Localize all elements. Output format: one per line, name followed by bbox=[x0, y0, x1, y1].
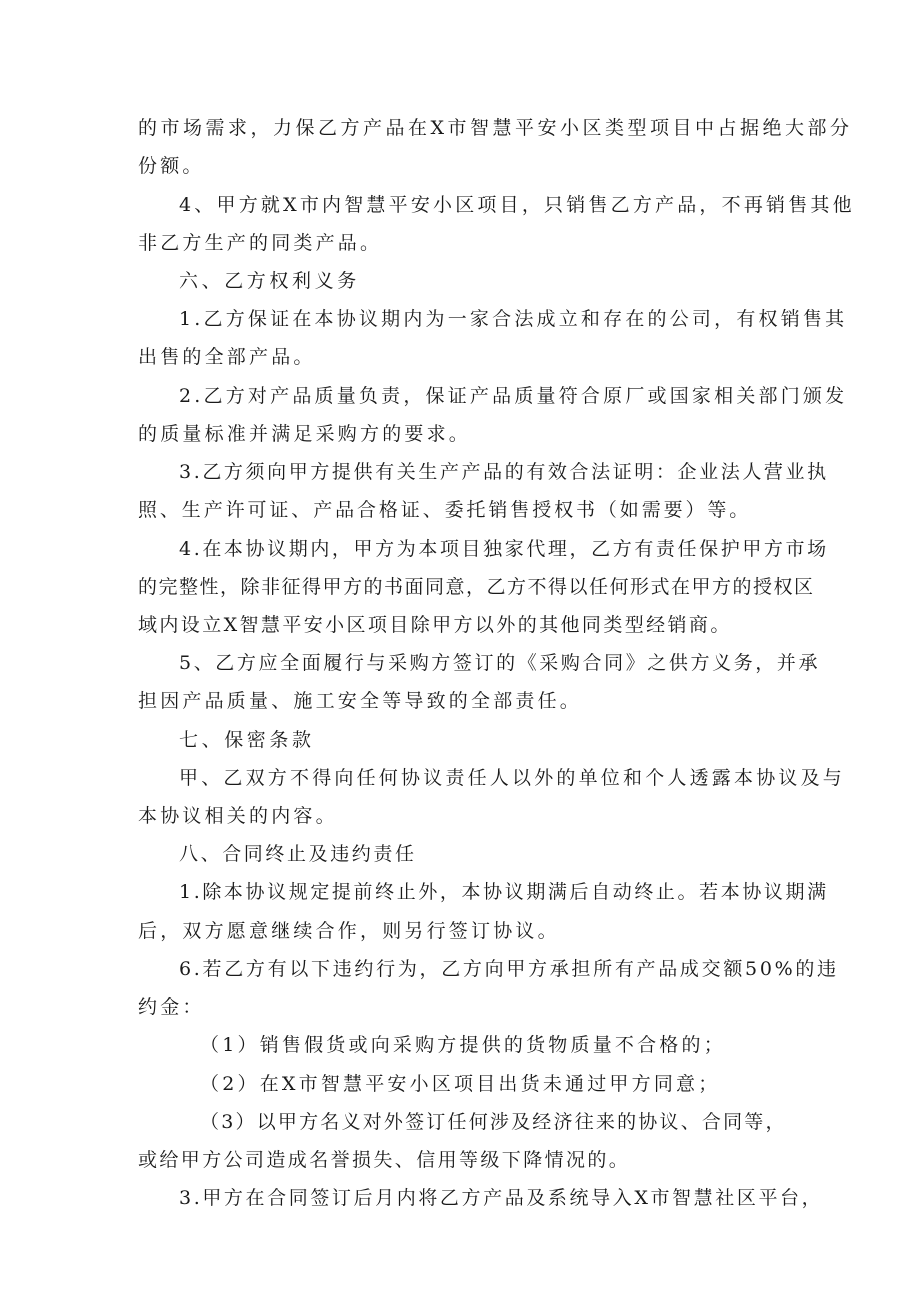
paragraph-line: 担因产品质量、施工安全等导致的全部责任。 bbox=[138, 690, 583, 712]
paragraph-line: 5、乙方应全面履行与采购方签订的《采购合同》之供方义务，并承 bbox=[179, 652, 821, 674]
paragraph-line: 4.在本协议期内，甲方为本项目独家代理，乙方有责任保护甲方市场 bbox=[179, 538, 829, 560]
paragraph-line: 1.乙方保证在本协议期内为一家合法成立和存在的公司，有权销售其 bbox=[179, 308, 848, 330]
paragraph-line: 本协议相关的内容。 bbox=[138, 805, 338, 827]
paragraph-line: 1.除本协议规定提前终止外，本协议期满后自动终止。若本协议期满 bbox=[179, 881, 829, 903]
list-item: （2）在X市智慧平安小区项目出货未通过甲方同意； bbox=[200, 1073, 721, 1095]
paragraph-line: 份额。 bbox=[138, 155, 205, 177]
section-heading: 六、乙方权利义务 bbox=[179, 270, 360, 292]
paragraph-line: 约金： bbox=[138, 996, 205, 1018]
paragraph-line: 非乙方生产的同类产品。 bbox=[138, 232, 383, 254]
list-item: （1）销售假货或向采购方提供的货物质量不合格的； bbox=[200, 1034, 726, 1056]
section-heading: 七、保密条款 bbox=[179, 729, 315, 751]
paragraph-line: 的完整性，除非征得甲方的书面同意，乙方不得以任何形式在甲方的授权区 bbox=[138, 576, 815, 598]
paragraph-line: 出售的全部产品。 bbox=[138, 346, 316, 368]
paragraph-line: 2.乙方对产品质量负责，保证产品质量符合原厂或国家相关部门颁发 bbox=[179, 385, 848, 407]
list-item: （3）以甲方名义对外签订任何涉及经济往来的协议、合同等， bbox=[200, 1111, 787, 1133]
paragraph-line: 4、甲方就X市内智慧平安小区项目，只销售乙方产品，不再销售其他 bbox=[179, 194, 855, 216]
section-heading: 八、合同终止及违约责任 bbox=[179, 843, 417, 865]
paragraph-line: 甲、乙双方不得向任何协议责任人以外的单位和个人透露本协议及与 bbox=[179, 767, 846, 789]
paragraph-line: 的质量标准并满足采购方的要求。 bbox=[138, 423, 472, 445]
paragraph-line: 域内设立X智慧平安小区项目除甲方以外的其他同类型经销商。 bbox=[138, 614, 732, 636]
paragraph-line: 的市场需求，力保乙方产品在X市智慧平安小区类型项目中占据绝大部分 bbox=[138, 117, 853, 139]
paragraph-line: 6.若乙方有以下违约行为，乙方向甲方承担所有产品成交额50%的违 bbox=[179, 958, 839, 980]
paragraph-line: 3.甲方在合同签订后月内将乙方产品及系统导入X市智慧社区平台， bbox=[179, 1187, 824, 1209]
paragraph-line: 3.乙方须向甲方提供有关生产产品的有效合法证明：企业法人营业执 bbox=[179, 461, 829, 483]
paragraph-line: 或给甲方公司造成名誉损失、信用等级下降情况的。 bbox=[138, 1149, 631, 1171]
paragraph-line: 后，双方愿意继续合作，则另行签订协议。 bbox=[138, 920, 560, 942]
paragraph-line: 照、生产许可证、产品合格证、委托销售授权书（如需要）等。 bbox=[138, 499, 752, 521]
